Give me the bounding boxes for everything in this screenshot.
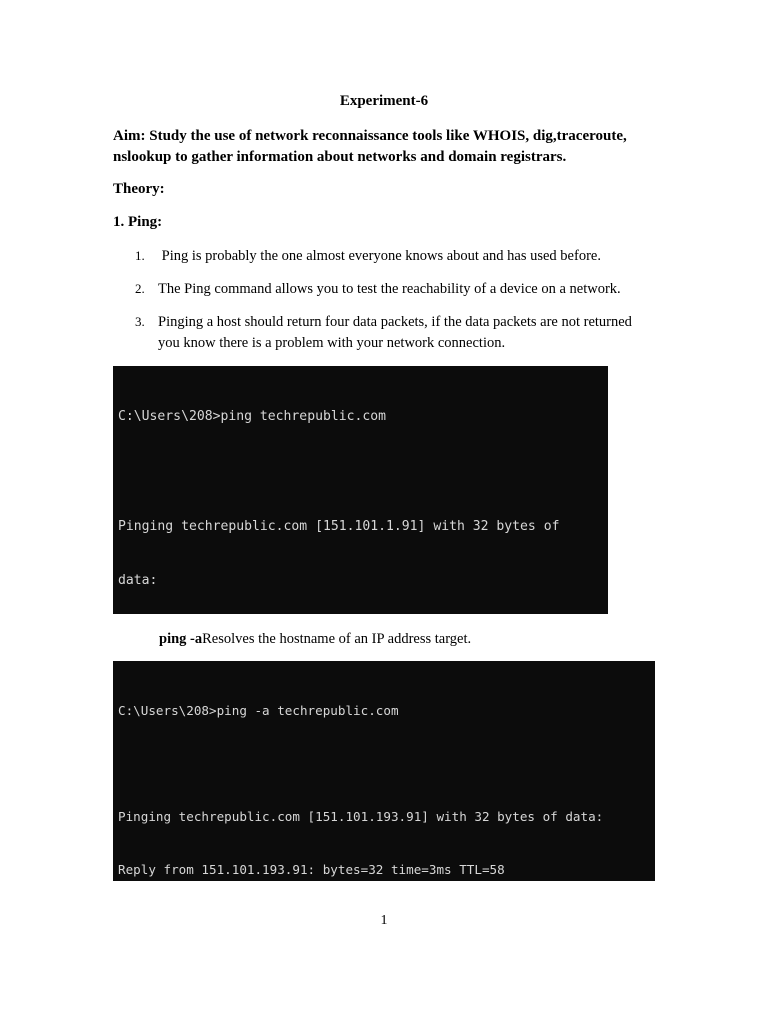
list-item-number: 1. [135,248,145,263]
list-item-text: Ping is probably the one almost everyone knows about and has used before. [158,248,601,264]
list-item [135,311,665,354]
ping-a-caption [159,631,471,648]
list-item [135,278,665,300]
terminal-line [118,755,655,773]
page-number: 1 [380,913,388,928]
terminal-line: C:\Users\208>ping -a techrepublic.com [118,703,399,719]
terminal-line: data: [118,573,158,589]
list-item-number: 2. [135,281,145,296]
list-item-text-continued: you know there is a problem with your network connection. [158,335,506,351]
caption-option: ping -a [159,631,203,647]
terminal-line: C:\Users\208>ping techrepublic.com [118,409,387,425]
terminal-screenshot-ping-a [113,661,655,881]
theory-heading: Theory: [113,181,165,197]
terminal-line: Reply from 151.101.193.91: bytes=32 time=3ms TTL=58 [118,861,505,877]
list-item [135,245,665,267]
terminal-line [118,463,608,481]
list-item-text: Pinging a host should return four data packets, if the data packets are not returned [158,314,632,330]
ping-section-heading: 1. Ping: [113,214,163,230]
list-item-number: 3. [135,314,145,329]
terminal-line: Pinging techrepublic.com [151.101.193.91] with 32 bytes of data: [118,808,604,824]
list-item-text: The Ping command allows you to test the reachability of a device on a network. [158,281,621,297]
terminal-line: Pinging techrepublic.com [151.101.1.91] with 32 bytes of [118,518,560,534]
terminal-screenshot-ping [113,366,608,614]
aim-paragraph: Aim: Study the use of network reconnaissance tools like WHOIS, dig,traceroute, nslookup to gather information about networks and domain registrars. [113,128,627,165]
caption-text: Resolves the hostname of an IP address target. [202,631,472,647]
document-title: Experiment-6 [339,93,429,109]
